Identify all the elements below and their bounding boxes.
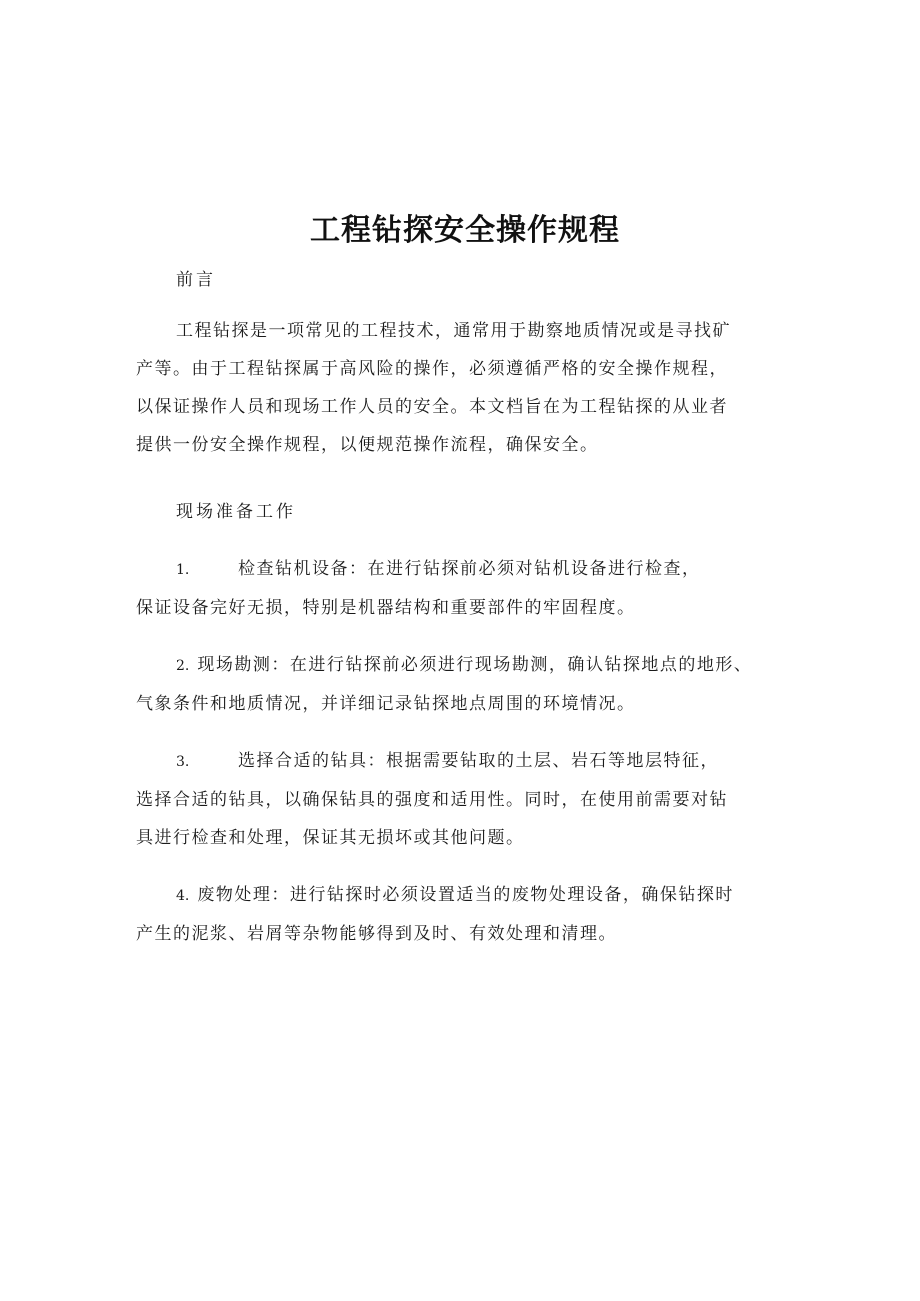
- list-item-number: 2.: [176, 658, 190, 674]
- list-item-first-line: [136, 742, 816, 781]
- list-item-line: 选择合适的钻具，以确保钻具的强度和适用性。同时，在使用前需要对钻: [136, 790, 728, 810]
- paragraph-line: 产等。由于工程钻探属于高风险的操作，必须遵循严格的安全操作规程，: [136, 359, 728, 379]
- list-item-2: [136, 646, 816, 723]
- list-item-number: 3.: [176, 754, 190, 770]
- list-item-text: 检查钻机设备：在进行钻探前必须对钻机设备进行检查，: [238, 559, 701, 579]
- paragraph-line: 工程钻探是一项常见的工程技术，通常用于勘察地质情况或是寻找矿: [176, 321, 731, 341]
- list-item-line: 具进行检查和处理，保证其无损坏或其他问题。: [136, 828, 525, 848]
- list-item-3: [136, 742, 816, 857]
- list-item-first-line: [136, 646, 816, 685]
- list-item-first-line: [136, 550, 816, 589]
- list-item-1: [136, 550, 816, 627]
- list-item-text: 废物处理：进行钻探时必须设置适当的废物处理设备，确保钻探时: [197, 885, 734, 905]
- list-item-number: 1.: [176, 562, 190, 578]
- list-item-line: 气象条件和地质情况，并详细记录钻探地点周围的环境情况。: [136, 694, 636, 714]
- paragraph-line: 提供一份安全操作规程，以便规范操作流程，确保安全。: [136, 435, 599, 455]
- list-item-number: 4.: [176, 888, 190, 904]
- list-item-text: 选择合适的钻具：根据需要钻取的土层、岩石等地层特征，: [238, 751, 719, 771]
- document-title: 工程钻探安全操作规程: [310, 213, 620, 248]
- list-item-line: 保证设备完好无损，特别是机器结构和重要部件的牢固程度。: [136, 598, 636, 618]
- preface-paragraph: [136, 312, 816, 464]
- list-item-first-line: [136, 876, 816, 915]
- list-item-4: [136, 876, 816, 953]
- list-item-line: 产生的泥浆、岩屑等杂物能够得到及时、有效处理和清理。: [136, 924, 617, 944]
- list-item-text: 现场勘测：在进行钻探前必须进行现场勘测，确认钻探地点的地形、: [197, 655, 753, 675]
- section-heading-site-preparation: 现场准备工作: [176, 502, 296, 522]
- paragraph-line: 以保证操作人员和现场工作人员的安全。本文档旨在为工程钻探的从业者: [136, 397, 728, 417]
- section-heading-preface: 前言: [176, 270, 216, 290]
